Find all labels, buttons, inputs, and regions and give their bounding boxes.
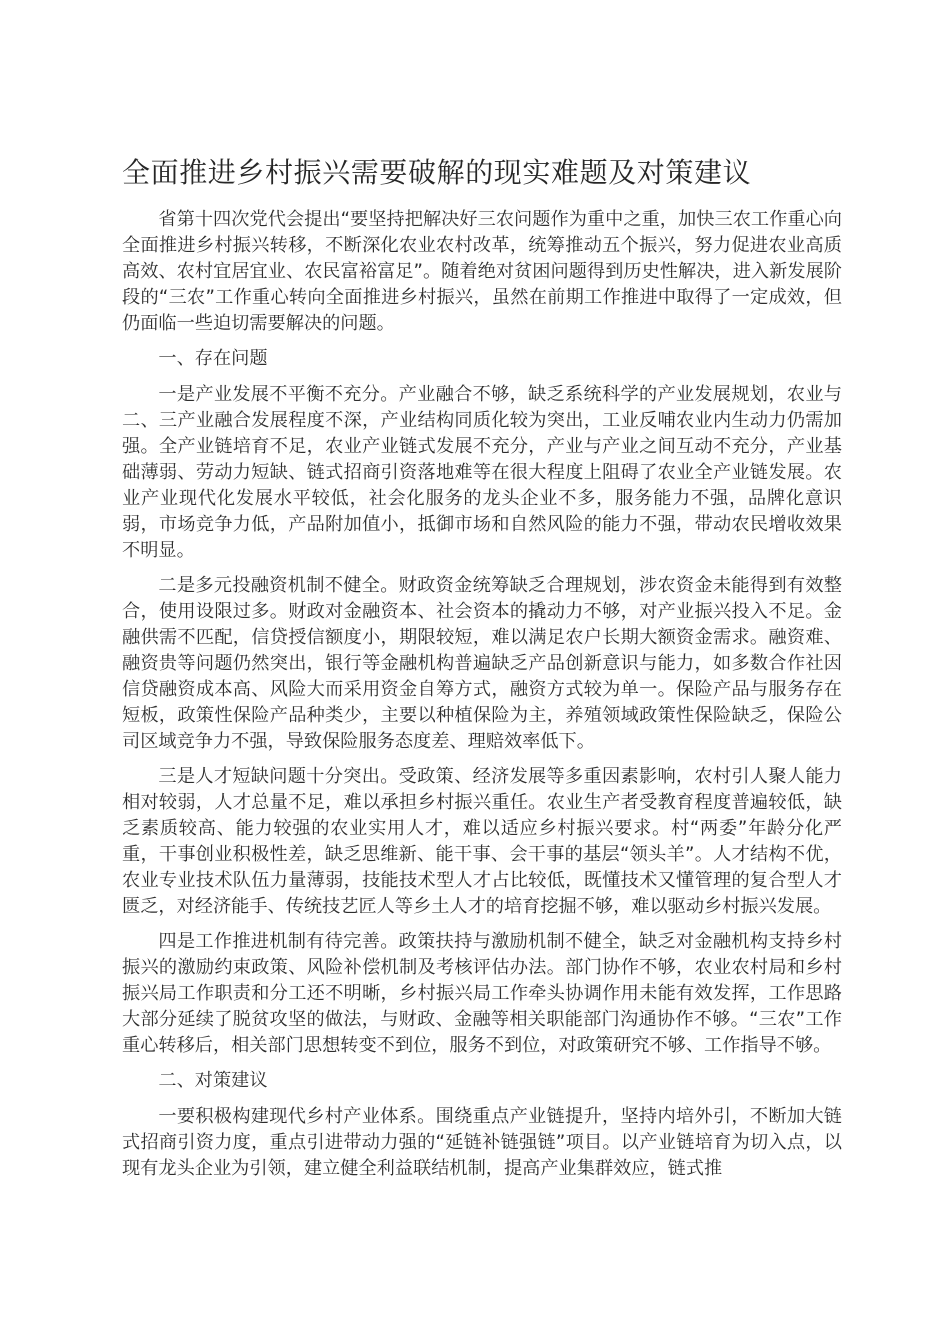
document-body <box>122 207 842 1191</box>
paragraph-work-mechanism: 四是工作推进机制有待完善。政策扶持与激励机制不健全，缺乏对金融机构支持乡村振兴的激励约束政策、风险补偿机制及考核评估办法。部门协作不够，农业农村局和乡村振兴局工作职责和分工还不明晰，乡村振兴局工作牵头协调作用未能有效发挥，工作思路大部分延续了脱贫攻坚的做法，与财政、金融等相关职能部门沟通协作不够。“三农”工作重心转移后，相关部门思想转变不到位，服务不到位，对政策研究不够、工作指导不够。 <box>122 931 842 1056</box>
section-heading-problems: 一、存在问题 <box>158 348 268 369</box>
paragraph-industry-system: 一要积极构建现代乡村产业体系。围绕重点产业链提升，坚持内培外引，不断加大链式招商引资力度，重点引进带动力强的“延链补链强链”项目。以产业链培育为切入点，以现有龙头企业为引领，建立健全利益联结机制，提高产业集群效应，链式推 <box>122 1106 842 1179</box>
paragraph-financing-mechanism: 二是多元投融资机制不健全。财政资金统筹缺乏合理规划，涉农资金未能得到有效整合，使用设限过多。财政对金融资本、社会资本的撬动力不够，对产业振兴投入不足。金融供需不匹配，信贷授信额度小，期限较短，难以满足农户长期大额资金需求。融资难、融资贵等问题仍然突出，银行等金融机构普遍缺乏产品创新意识与能力，如多数合作社因信贷融资成本高、风险大而采用资金自筹方式，融资方式较为单一。保险产品与服务存在短板，政策性保险产品种类少，主要以种植保险为主，养殖领域政策性保险缺乏，保险公司区域竞争力不强，导致保险服务态度差、理赔效率低下。 <box>122 575 842 752</box>
paragraph-talent-shortage: 三是人才短缺问题十分突出。受政策、经济发展等多重因素影响，农村引人聚人能力相对较弱，人才总量不足，难以承担乡村振兴重任。农业生产者受教育程度普遍较低，缺乏素质较高、能力较强的农业实用人才，难以适应乡村振兴要求。村“两委”年龄分化严重，干事创业积极性差，缺乏思维新、能干事、会干事的基层“领头羊”。人才结构不优，农业专业技术队伍力量薄弱，技能技术型人才占比较低，既懂技术又懂管理的复合型人才匮乏，对经济能手、传统技艺匠人等乡土人才的培育挖掘不够，难以驱动乡村振兴发展。 <box>122 766 842 917</box>
paragraph-industry-development: 一是产业发展不平衡不充分。产业融合不够，缺乏系统科学的产业发展规划，农业与二、三产业融合发展程度不深，产业结构同质化较为突出，工业反哺农业内生动力仍需加强。全产业链培育不足，农业产业链式发展不充分，产业与产业之间互动不充分，产业基础薄弱、劳动力短缺、链式招商引资落地难等在很大程度上阻碍了农业全产业链发展。农业产业现代化发展水平较低，社会化服务的龙头企业不多，服务能力不强，品牌化意识弱，市场竞争力低，产品附加值小，抵御市场和自然风险的能力不强，带动农民增收效果不明显。 <box>122 384 842 561</box>
section-heading-suggestions: 二、对策建议 <box>158 1070 268 1091</box>
document-title: 全面推进乡村振兴需要破解的现实难题及对策建议 <box>122 156 752 189</box>
intro-paragraph: 省第十四次党代会提出“要坚持把解决好三农问题作为重中之重，加快三农工作重心向全面推进乡村振兴转移，不断深化农业农村改革，统筹推动五个振兴，努力促进农业高质高效、农村宜居宜业、农民富裕富足”。随着绝对贫困问题得到历史性解决，进入新发展阶段的“三农”工作重心转向全面推进乡村振兴，虽然在前期工作推进中取得了一定成效，但仍面临一些迫切需要解决的问题。 <box>122 209 842 334</box>
